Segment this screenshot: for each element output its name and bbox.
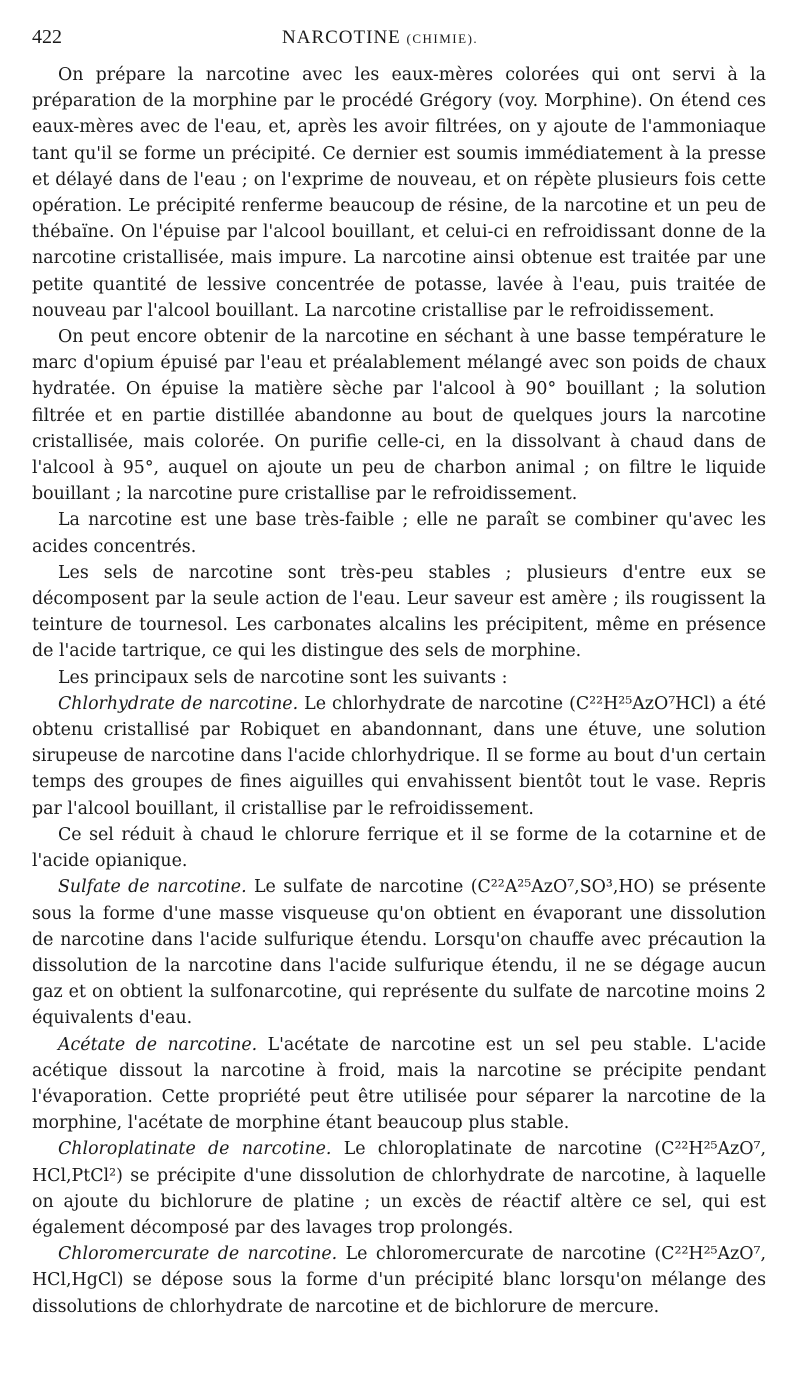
running-head-note: (CHIMIE). xyxy=(406,31,479,46)
paragraph: La narcotine est une base très-faible ; elle ne paraît se combiner qu'avec les acides concentrés. xyxy=(32,510,766,557)
paragraph: Ce sel réduit à chaud le chlorure ferrique et il se forme de la cotarnine et de l'acide opianique. xyxy=(32,824,766,872)
paragraph: On peut encore obtenir de la narcotine en séchant à une basse température le marc d'opium épuisé par l'eau et préalablement mélangé avec son poids de chaux hydratée. On épuise la matière sèche par l'alcool à 90° bouillant ; la solution filtrée et en partie distillée abandonne au bout de quelques jours la narcotine cristallisée, mais colorée. On purifie celle-ci, en la dissolvant à chaud dans de l'alcool à 95°, auquel on ajoute un peu de charbon animal ; on filtre le liquide bouillant ; la narcotine pure cristallise par le refroidissement. xyxy=(32,327,766,505)
paragraph: Les principaux sels de narcotine sont les suivants : xyxy=(58,667,508,688)
paragraph: On prépare la narcotine avec les eaux-mères colorées qui ont servi à la préparation de la morphine par le procédé Grégory (voy. Morphine). On étend ces eaux-mères avec de l'eau, et, après les avoir filtrées, on y ajoute de l'ammoniaque tant qu'il se forme un précipité. Ce dernier est soumis immédiatement à la presse et délayé dans de l'eau ; on l'exprime de nouveau, et on répète plusieurs fois cette opération. Le précipité renferme beaucoup de résine, de la narcotine et un peu de thébaïne. On l'épuise par l'alcool bouillant, et celui-ci en refroidissant donne de la narcotine cristallisée, mais impure. La narcotine ainsi obtenue est traitée par une petite quantité de lessive concentrée de potasse, lavée à l'eau, puis traitée de nouveau par l'alcool bouillant. La narcotine cristallise par le refroidissement. xyxy=(32,65,766,321)
section-title: Sulfate de narcotine. xyxy=(58,877,247,898)
paragraph-chloroplatinate: Chloroplatinate de narcotine. Le chloroplatinate de narcotine (C²²H²⁵AzO⁷, HCl,PtCl²) se précipite d'une dissolution de chlorhydrate de narcotine, à laquelle on ajoute du bichlorure de platine ; un excès de réactif altère ce sel, qui est également décomposé par des lavages trop prolongés. xyxy=(32,1139,766,1238)
section-title: Chloroplatinate de narcotine. xyxy=(58,1139,332,1160)
paragraph: Les sels de narcotine sont très-peu stables ; plusieurs d'entre eux se décomposent par la seule action de l'eau. Leur saveur est amère ; ils rougissent la teinture de tournesol. Les carbonates alcalins les précipitent, même en présence de l'acide tartrique, ce qui les distingue des sels de morphine. xyxy=(32,562,766,662)
page-number: 422 xyxy=(32,26,62,48)
paragraph-chlorhydrate: Chlorhydrate de narcotine. Le chlorhydrate de narcotine (C²²H²⁵AzO⁷HCl) a été obtenu cristallisé par Robiquet en abandonnant, dans une étuve, une solution sirupeuse de narcotine dans l'acide chlorhydrique. Il se forme au bout d'un certain temps des groupes de fines aiguilles qui envahissent bientôt tout le vase. Repris par l'alcool bouillant, il cristallise par le refroidissement. xyxy=(32,693,766,819)
running-head xyxy=(282,27,478,49)
paragraph-sulfate: Sulfate de narcotine. Le sulfate de narcotine (C²²A²⁵AzO⁷,SO³,HO) se présente sous la forme d'une masse visqueuse qu'on obtient en évaporant une dissolution de narcotine dans l'acide sulfurique étendu. Lorsqu'on chauffe avec précaution la dissolution de la narcotine dans l'acide sulfurique étendu, il ne se dégage aucun gaz et on obtient la sulfonarcotine, qui représente du sulfate de narcotine moins 2 équivalents d'eau. xyxy=(32,877,766,1029)
running-head-title: NARCOTINE xyxy=(282,27,401,48)
paragraph-acetate: Acétate de narcotine. L'acétate de narcotine est un sel peu stable. L'acide acétique dissout la narcotine à froid, mais la narcotine se précipite pendant l'évaporation. Cette propriété peut être utilisée pour séparer la narcotine de la morphine, l'acétate de morphine étant beaucoup plus stable. xyxy=(32,1034,767,1134)
body-text xyxy=(32,62,766,1320)
section-title: Acétate de narcotine. xyxy=(58,1034,258,1055)
page-header xyxy=(32,26,766,62)
section-title: Chloromercurate de narcotine. xyxy=(58,1244,338,1265)
section-title: Chlorhydrate de narcotine. xyxy=(58,693,299,714)
paragraph-chloromercurate: Chloromercurate de narcotine. Le chloromercurate de narcotine (C²²H²⁵AzO⁷, HCl,HgCl) se dépose sous la forme d'un précipité blanc lorsqu'on mélange des dissolutions de chlorhydrate de narcotine et de bichlorure de mercure. xyxy=(32,1244,766,1317)
